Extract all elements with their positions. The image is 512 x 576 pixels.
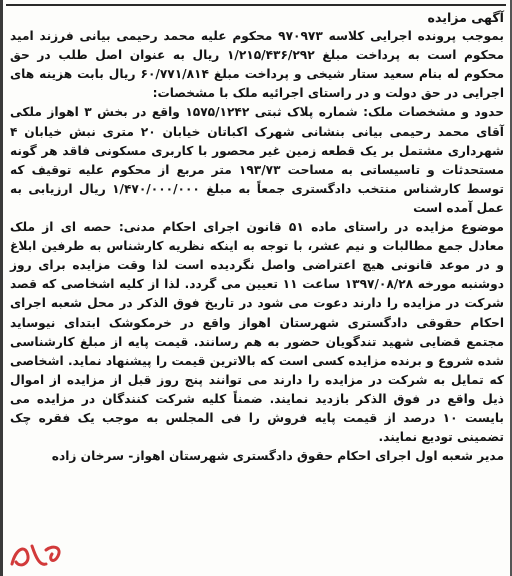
notice-signature: مدیر شعبه اول اجرای احکام حقوق دادگستری شهرستان اهواز- سرخان زاده	[51, 449, 504, 464]
red-stamp-icon	[6, 538, 68, 572]
notice-title: آگهی مزایده	[427, 10, 504, 25]
notice-body	[10, 8, 504, 466]
notice-paragraph-property: حدود و مشخصات ملک: شماره پلاک ثبتی ۱۵۷۵/۱۲۴۲ واقع در بخش ۳ اهواز ملکی آقای محمد رحیمی بیانی بنشانی شهرک اکباتان خیابان ۲۰ متری نبش خیابان ۴ شهرداری مشتمل بر یک قطعه زمین غیر محصور با کاربری مسکونی فاقد هر گونه مستحدثات و تاسیساتی به مساحت ۱۹۳/۷۳ متر مربع از محکوم علیه توقیف که توسط کارشناس منتخب دادگستری جمعاً به مبلغ ۱/۴۷۰/۰۰۰/۰۰۰ ریال ارزیابی به عمل آمده است	[10, 105, 505, 215]
top-border	[6, 4, 506, 6]
notice-paragraph-case: بموجب پرونده اجرایی کلاسه ۹۷۰۹۷۳ محکوم علیه محمد رحیمی بیانی فرزند امید محکوم است به پرداخت مبلغ ۱/۲۱۵/۴۳۶/۲۹۲ ریال به عنوان اصل طلب در حق محکوم له بنام سعید ستار شیخی و پرداخت مبلغ ۶۰/۷۷۱/۸۱۴ ریال بابت هزینه های اجرایی در حق دولت و در راستای اجرائیه ملک با مشخصات:	[10, 29, 504, 101]
notice-paragraph-auction: موضوع مزایده در راستای ماده ۵۱ قانون اجرای احکام مدنی: حصه ای از ملک معادل جمع مطالبات و نیم عشر، با توجه به اینکه نظریه کارشناس به طرفین ابلاغ و در موعد قانونی هیچ اعتراضی واصل نگردیده است لذا وقت مزایده برای روز دوشنبه مورخه ۱۳۹۷/۰۸/۲۸ ساعت ۱۱ تعیین می گردد. لذا از کلیه اشخاصی که قصد شرکت در مزایده را دارند دعوت می شود در تاریخ فوق الذکر در محل شعبه اجرای احکام حقوقی دادگستری شهرستان اهواز واقع در خرمکوشک ابتدای نیوساید مجتمع قضایی شهید تندگویان حضور به هم رسانند. قیمت پایه از مبلغ کارشناسی شده شروع و برنده مزایده کسی است که بالاترین قیمت را پیشنهاد نماید. اشخاصی که تمایل به شرکت در مزایده را دارند می توانند پنج روز قبل از مزایده از اموال ذیل واقع در فوق الذکر بازدید نمایند. ضمناً کلیه شرکت کنندگان در مزایده می بایست ۱۰ درصد از قیمت پایه فروش را فی المجلس به موجب یک فقره چک تضمینی تودیع نمایند.	[10, 220, 504, 445]
left-border	[0, 0, 3, 576]
